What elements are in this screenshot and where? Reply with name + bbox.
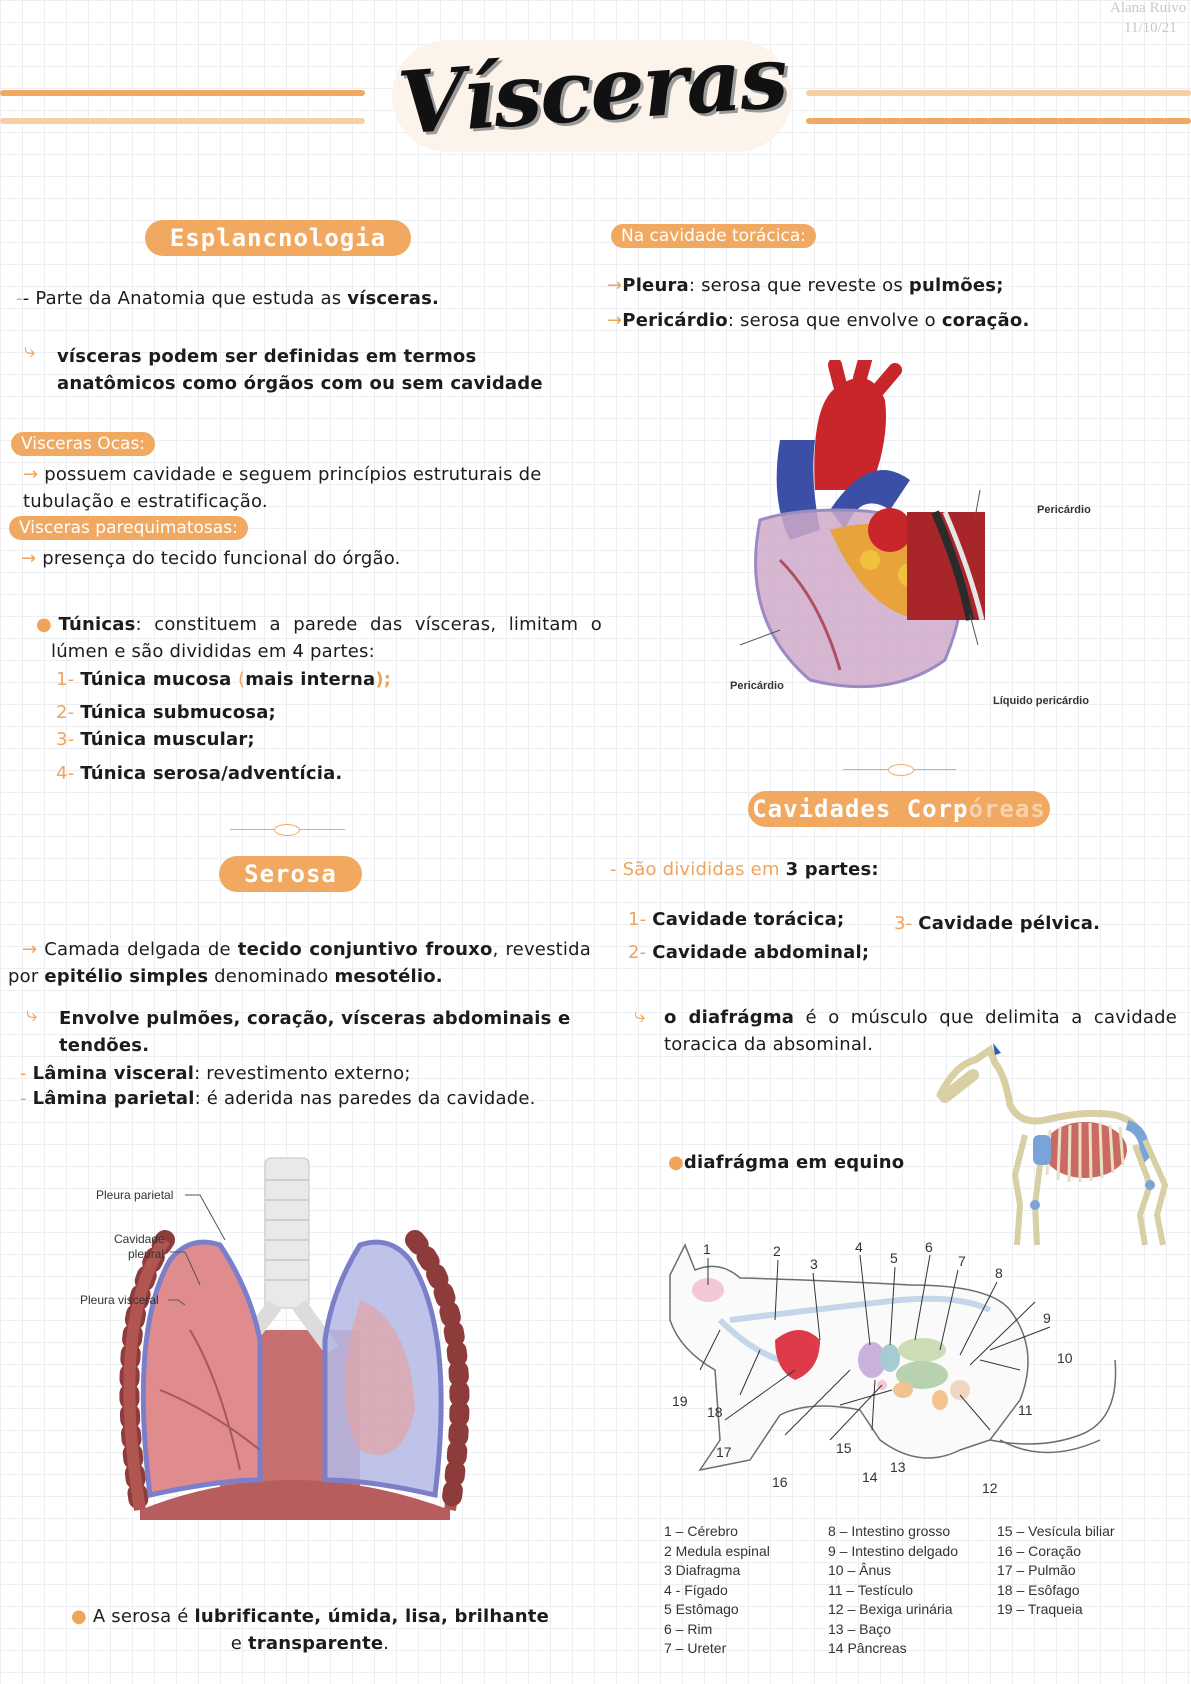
divider-ornament-center: [888, 764, 914, 776]
tunica-name: Túnica muscular;: [80, 729, 255, 750]
diafragma-text: é o músculo que delimita a cavidade toracica da absominal.: [664, 1007, 1178, 1055]
cat-number: 1: [703, 1241, 711, 1257]
cat-number: 7: [958, 1253, 966, 1269]
pericardio-end: coração.: [941, 310, 1030, 331]
heart-label-pericardio-top: Pericárdio: [1037, 504, 1091, 516]
pericardio-bold: Pericárdio: [622, 310, 728, 331]
lung-label-parietal: Pleura parietal: [96, 1188, 174, 1202]
pericardio-line: [607, 307, 1030, 334]
arrow-right-icon: →: [21, 548, 43, 569]
cavidade-item-2: [628, 939, 869, 966]
parenquimatosas-label: Visceras parequimatosas:: [9, 516, 248, 540]
final-bold: lubrificante, úmida, lisa, brilhante: [194, 1606, 549, 1627]
legend-item: 17 – Pulmão: [997, 1562, 1076, 1578]
visceras-note: vísceras podem ser definidas em termos anatômicos como órgãos com ou sem cavidade: [57, 346, 543, 394]
arrow-right-icon: →: [22, 939, 45, 960]
horse-skeleton-illustration: [935, 1035, 1175, 1250]
page-title: Vísceras: [394, 26, 790, 155]
author-name: Alana Ruivo: [1110, 0, 1187, 16]
tunica-item-4: [56, 760, 342, 787]
legend-item: 8 – Intestino grosso: [828, 1523, 951, 1539]
arrow-right-icon: →: [607, 310, 623, 331]
cat-number: 3: [810, 1256, 818, 1272]
esplancnologia-heading: Esplancnologia: [145, 220, 411, 256]
header-line-right-2: [806, 118, 1191, 124]
pleura-text: : serosa que reveste os: [688, 275, 909, 296]
final-text: e: [230, 1633, 248, 1654]
lamina-text: : é aderida nas paredes da cavidade.: [194, 1088, 536, 1109]
tunica-num: 3-: [56, 729, 75, 750]
cat-number: 12: [982, 1480, 998, 1496]
paren: );: [375, 669, 392, 690]
legend-item: 16 – Coração: [997, 1542, 1082, 1559]
cat-number: 9: [1043, 1310, 1051, 1326]
arrow-right-icon: →: [23, 464, 45, 485]
lungs-illustration: [70, 1150, 510, 1520]
legend-item: 5 Estômago: [664, 1601, 739, 1617]
legend-item: 10 – Ânus: [828, 1562, 892, 1578]
cat-number: 19: [672, 1393, 688, 1409]
legend-item: 11 – Testículo: [828, 1581, 914, 1598]
heart-label-liquido: Líquido pericárdio: [993, 695, 1089, 707]
serosa-bold: tecido conjuntivo frouxo: [237, 939, 493, 960]
curved-arrow-icon: ⤷: [24, 338, 36, 362]
header-line-left-1: [0, 90, 365, 96]
serosa-bold: mesotélio.: [334, 966, 443, 987]
tunica-num: 4-: [56, 763, 75, 784]
lamina-parietal: [20, 1085, 536, 1112]
bullet-icon: ●: [70, 1606, 93, 1627]
lung-label-visceral: Pleura visceral: [80, 1293, 159, 1307]
author-date: 11/10/21: [1124, 20, 1177, 36]
intro-bold: 3 partes:: [785, 859, 879, 880]
serosa-text: , revestida por: [8, 939, 591, 987]
legend-item: 9 – Intestino delgado: [828, 1542, 958, 1559]
tunicas-paragraph: [36, 611, 602, 665]
cat-number: 14: [862, 1469, 878, 1485]
tunica-num: 1-: [56, 669, 75, 690]
definition-bold: vísceras.: [347, 288, 440, 309]
legend-item: 14 Pâncreas: [828, 1640, 907, 1656]
tunica-item-1: [56, 666, 391, 693]
equino-caption: [668, 1149, 904, 1176]
cavidades-intro: [610, 856, 879, 883]
pleura-end: pulmões;: [908, 275, 1004, 296]
cavidade-item-1: [628, 906, 844, 933]
cat-number: 17: [716, 1444, 732, 1460]
cavidade-text: Cavidade torácica;: [652, 909, 845, 930]
tunicas-bold: Túnicas: [58, 614, 136, 635]
diafragma-bold: o diafrágma: [664, 1007, 795, 1028]
ocas-text-block: [23, 461, 593, 515]
legend-item: 1 – Cérebro: [664, 1523, 738, 1539]
final-bold: transparente: [247, 1633, 384, 1654]
curved-arrow-icon: ⤷: [634, 1003, 646, 1027]
header-line-right-1: [806, 90, 1191, 96]
cat-legend-col-2: [828, 1522, 993, 1659]
ocas-text: possuem cavidade e seguem princípios estruturais de tubulação e estratificação.: [23, 464, 542, 512]
cavidade-num: 1-: [628, 909, 647, 930]
serosa-heading: Serosa: [219, 856, 362, 892]
serosa-text: denominado: [208, 966, 335, 987]
cat-number: 13: [890, 1459, 906, 1475]
final-text: .: [383, 1633, 390, 1654]
cat-number: 18: [707, 1404, 723, 1420]
lamina-bold: Lâmina visceral: [32, 1063, 195, 1084]
lamina-bold: Lâmina parietal: [32, 1088, 195, 1109]
equino-text: diafrágma em equino: [683, 1152, 905, 1173]
cat-number: 16: [772, 1474, 788, 1490]
cat-number: 8: [995, 1265, 1003, 1281]
paren: (: [238, 669, 246, 690]
serosa-paragraph: [8, 936, 591, 990]
cavidade-item-3: [894, 910, 1100, 937]
lamina-visceral: [20, 1060, 411, 1087]
header-line-left-2: [0, 118, 365, 124]
definition-prefix: - Parte da Anatomia que estuda as: [22, 288, 348, 309]
cat-number: 4: [855, 1240, 863, 1255]
tunica-name: Túnica mucosa: [80, 669, 238, 690]
lamina-text: : revestimento externo;: [194, 1063, 411, 1084]
tunica-item-2: [56, 699, 276, 726]
legend-item: 19 – Traqueia: [997, 1601, 1083, 1617]
cat-number: 6: [925, 1240, 933, 1255]
heart-label-pericardio-bottom: Pericárdio: [730, 680, 784, 692]
bullet-icon: ●: [36, 614, 59, 635]
cat-number: 2: [773, 1243, 781, 1259]
divider-ornament-center: [274, 824, 300, 836]
cat-number: 10: [1057, 1350, 1073, 1366]
tunica-num: 2-: [56, 702, 75, 723]
cavidade-num: 3-: [894, 913, 913, 934]
cavidades-heading-faded: óreas: [968, 795, 1046, 823]
final-text: A serosa é: [92, 1606, 195, 1627]
legend-item: 13 – Baço: [828, 1620, 892, 1637]
lung-label-cavidade-2: pleural: [128, 1247, 165, 1261]
pericardio-text: : serosa que envolve o: [727, 310, 942, 331]
cat-legend-col-1: [664, 1522, 814, 1659]
pleura-bold: Pleura: [622, 275, 689, 296]
serosa-text: Camada delgada de: [44, 939, 238, 960]
parenquimatosas-text: presença do tecido funcional do órgão.: [42, 548, 401, 569]
ocas-label: Visceras Ocas:: [11, 432, 155, 456]
dash: -: [20, 1088, 33, 1109]
legend-item: 12 – Bexiga urinária: [828, 1601, 953, 1617]
legend-item: 2 Medula espinal: [664, 1542, 770, 1559]
cat-legend-col-3: [997, 1522, 1157, 1620]
legend-item: 3 Diafragma: [664, 1562, 741, 1578]
cavidade-num: 2-: [628, 942, 647, 963]
arrow-right-icon: →: [607, 275, 623, 296]
legend-item: 15 – Vesícula biliar: [997, 1523, 1115, 1539]
serosa-final: [70, 1603, 550, 1657]
pleura-line: [607, 272, 1004, 299]
dash: -: [20, 1063, 33, 1084]
cavidades-heading-main: Cavidades Corp: [752, 795, 969, 823]
cat-anatomy-illustration: [660, 1240, 1130, 1510]
toracica-label: Na cavidade torácica:: [611, 224, 816, 248]
serosa-envolve: Envolve pulmões, coração, vísceras abdominais e tendões.: [59, 1008, 571, 1056]
cat-number: 15: [836, 1440, 852, 1456]
legend-item: 4 - Fígado: [664, 1581, 728, 1598]
bullet-icon: ●: [668, 1152, 684, 1173]
cat-number: 11: [1018, 1402, 1033, 1418]
tunicas-text: : constituem a parede das vísceras, limitam o lúmen e são divididas em 4 partes:: [51, 614, 602, 662]
parenquimatosas-text-block: [21, 545, 591, 572]
heart-illustration: [720, 360, 1080, 710]
cavidades-heading: [748, 791, 1050, 827]
legend-item: 18 – Esôfago: [997, 1581, 1080, 1598]
tunica-name: Túnica serosa/adventícia.: [80, 763, 343, 784]
curved-arrow-icon: ⤷: [26, 1002, 38, 1026]
legend-item: 6 – Rim: [664, 1620, 713, 1637]
lung-label-cavidade-1: Cavidade: [114, 1232, 165, 1246]
esplancnologia-definition: [16, 285, 576, 312]
cavidade-text: Cavidade pélvica.: [918, 913, 1101, 934]
tunica-item-3: [56, 726, 255, 753]
tunica-name: Túnica submucosa;: [80, 702, 276, 723]
legend-item: 7 – Ureter: [664, 1640, 727, 1656]
intro-text: - São divididas em: [610, 859, 786, 880]
serosa-bold: epitélio simples: [44, 966, 209, 987]
cat-number: 5: [890, 1250, 898, 1266]
cavidade-text: Cavidade abdominal;: [652, 942, 870, 963]
dash: -: [16, 288, 23, 309]
tunica-extra: mais interna: [245, 669, 376, 690]
